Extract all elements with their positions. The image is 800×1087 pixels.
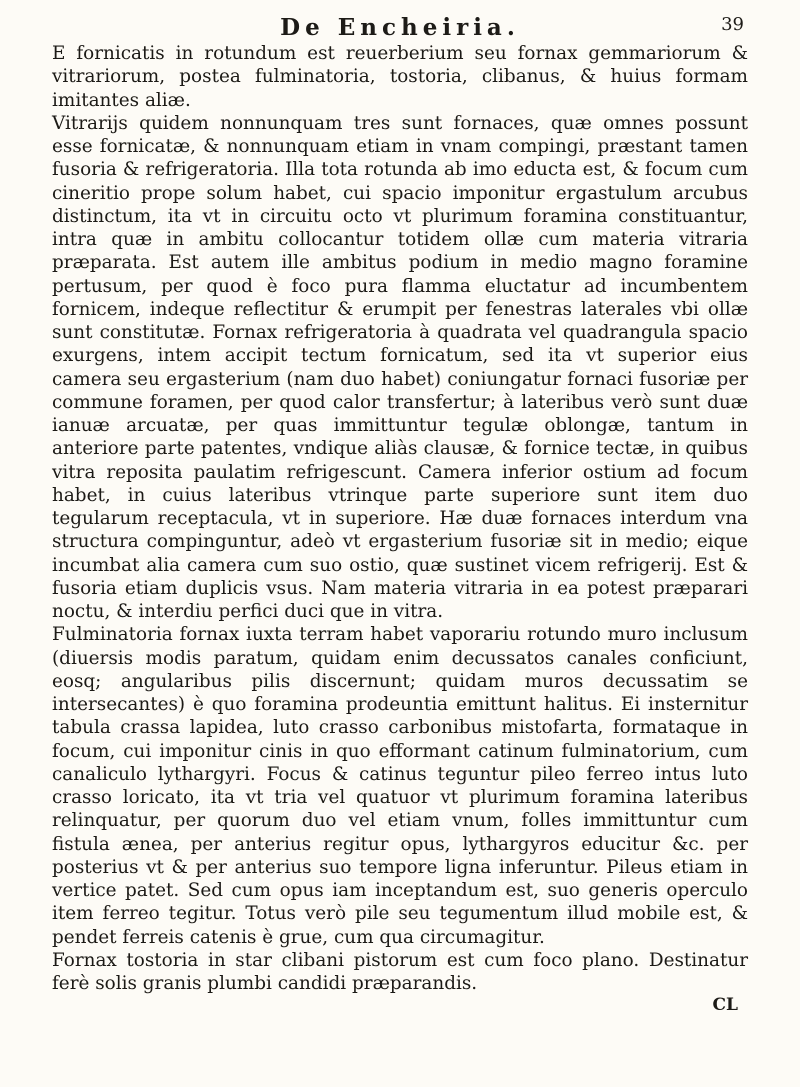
paragraph-tostoria: Fornax tostoria in star clibani pistorum est cum foco plano. Destinatur ferè solis granis plumbi candidi præparandis. [52,949,748,994]
page-number: 39 [721,14,744,35]
running-head [52,14,748,42]
catchword: CL [712,995,738,1016]
running-head-title: De Encheiria. [280,14,520,41]
paragraph-fornicatis: E fornicatis in rotundum est reuerberium seu fornax gemmariorum & vitrariorum, postea fulminatoria, tostoria, clibanus, & huius formam imitantes aliæ. [52,43,748,111]
paragraph-vitrarijs: Vitrarijs quidem nonnunquam tres sunt fornaces, quæ omnes possunt esse fornicatæ, & nonnunquam etiam in vnam compingi, præstant tamen fusoria & refrigeratoria. Illa tota rotunda ab imo educta est, & focum cum cineritio prope solum habet, cui spacio imponitur ergastulum arcubus distinctum, ita vt in circuitu octo vt plurimum foramina constituantur, intra quæ in ambitu collocantur totidem ollæ cum materia vitraria præparata. Est autem ille ambitus podium in medio magno foramine pertusum, per quod è foco pura flamma eluctatur ad incumbentem fornicem, indeque reflectitur & erumpit per fenestras laterales vbi ollæ sunt constitutæ. Fornax refrigeratoria à quadrata vel quadrangula spacio exurgens, intem accipit tectum fornicatum, sed ita vt superior eius camera seu ergasterium (nam duo habet) coniungatur fornaci fusoriæ per commune foramen, per quod calor transfertur; à lateribus verò sunt duæ ianuæ arcuatæ, per quas immittuntur tegulæ oblongæ, tantum in anteriore parte patentes, vndique aliàs clausæ, & fornice tectæ, in quibus vitra reposita paulatim refrigescunt. Camera inferior ostium ad focum habet, in cuius lateribus vtrinque parte superiore sunt item duo tegularum receptacula, vt in superiore. Hæ duæ fornaces interdum vna structura compinguntur, adeò vt ergasterium fusoriæ sit in medio; eique incumbat alia camera cum suo ostio, quæ sustinet vicem refrigerij. Est & fusoria etiam duplicis vsus. Nam materia vitraria in ea potest præparari noctu, & interdiu perfici duci que in vitra. [52,112,748,622]
paragraph-fulminatoria: Fulminatoria fornax iuxta terram habet vaporariu rotundo muro inclusum (diuersis modis paratum, quidam enim decussatos canales conficiunt, eosq; angularibus pilis discernunt; quidam muros decussatim se intersecantes) è quo foramina prodeuntia emittunt halitus. Ei insternitur tabula crassa lapidea, luto crasso carbonibus mistofarta, formataque in focum, cui imponitur cinis in quo efformant catinum fulminatorium, cum canaliculo lythargyri. Focus & catinus teguntur pileo ferreo intus luto crasso loricato, ita vt tria vel quatuor vt plurimum foramina lateribus relinquatur, per quorum duo vel etiam vnum, folles immittuntur cum fistula ænea, per anterius regitur opus, lythargyros educitur &c. per posterius vt & per anterius suo tempore ligna inferuntur. Pileus etiam in vertice patet. Sed cum opus iam inceptandum est, suo generis operculo item ferreo tegitur. Totus verò pile seu tegumentum illud mobile est, & pendet ferreis catenis è grue, cum qua circumagitur. [52,624,748,948]
body-text [52,42,748,995]
